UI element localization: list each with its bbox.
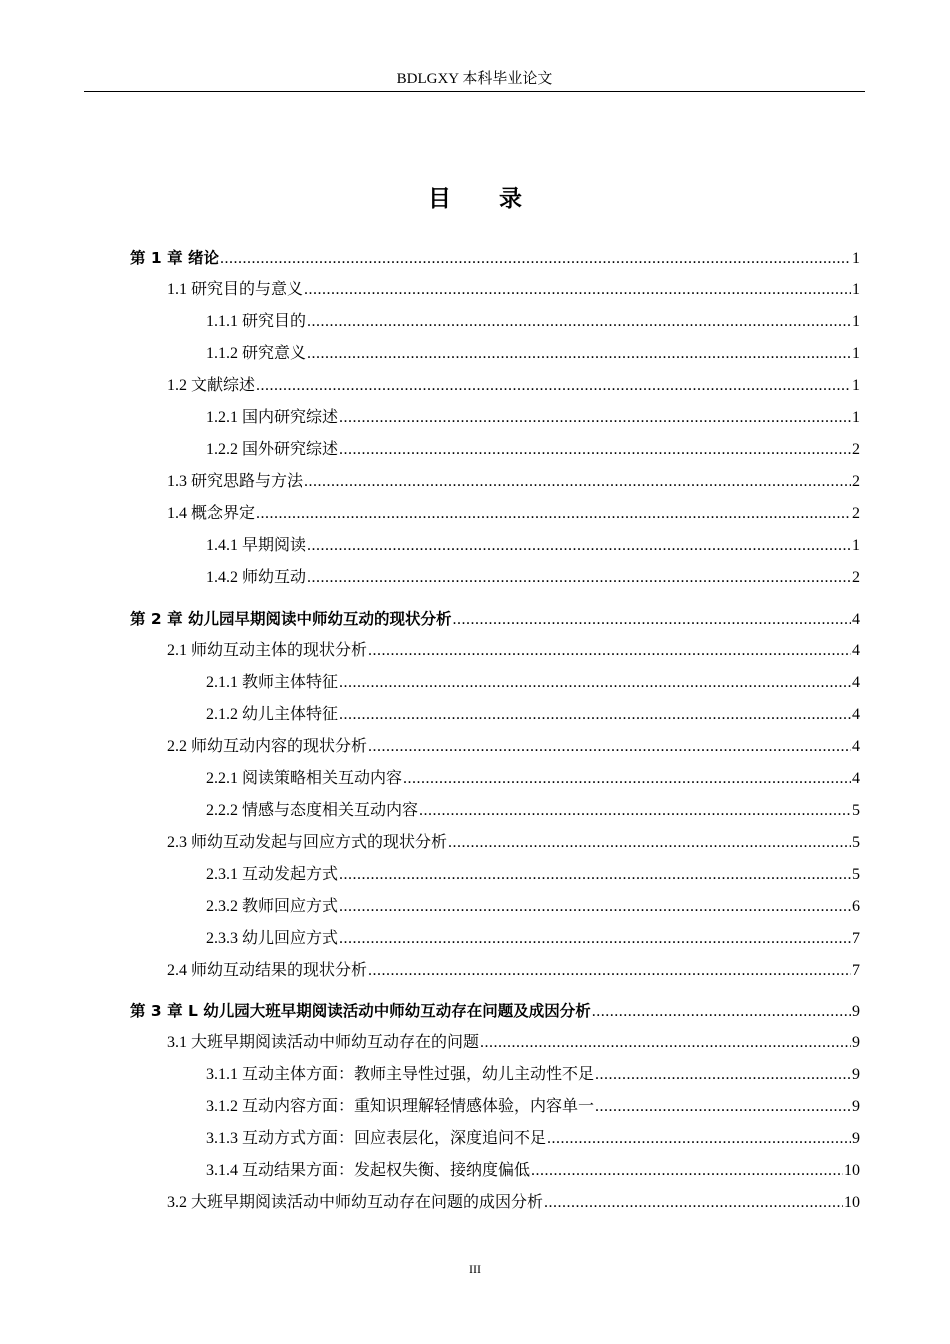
toc-entry[interactable] bbox=[167, 639, 860, 663]
toc-entry[interactable] bbox=[206, 534, 860, 558]
toc-entry-label: 2.3.1 互动发起方式 bbox=[206, 866, 339, 883]
toc-entry-label: 2.3 师幼互动发起与回应方式的现状分析 bbox=[167, 834, 448, 851]
toc-leader-dots bbox=[531, 1159, 843, 1183]
toc-entry[interactable] bbox=[206, 799, 860, 823]
toc-leader-dots bbox=[339, 895, 851, 919]
toc-entry[interactable] bbox=[167, 502, 860, 526]
toc-entry-label: 3.1.3 互动方式方面：回应表层化，深度追问不足 bbox=[206, 1130, 547, 1147]
toc-entry-label: 3.1.4 互动结果方面：发起权失衡、接纳度偏低 bbox=[206, 1162, 531, 1179]
toc-entry-label: 2.1.2 幼儿主体特征 bbox=[206, 706, 339, 723]
toc-entry-page: 1 bbox=[852, 377, 860, 394]
toc-entry-label: 1.2 文献综述 bbox=[167, 377, 256, 394]
toc-leader-dots bbox=[307, 310, 851, 334]
toc-leader-dots bbox=[339, 927, 851, 951]
toc-entry-page: 5 bbox=[852, 834, 860, 851]
toc-entry-page: 9 bbox=[852, 1098, 860, 1115]
toc-entry-page: 4 bbox=[852, 611, 860, 628]
toc-entry-label: 1.3 研究思路与方法 bbox=[167, 473, 304, 490]
toc-leader-dots bbox=[368, 959, 851, 983]
toc-entry-page: 2 bbox=[852, 473, 860, 490]
toc-entry-label: 2.4 师幼互动结果的现状分析 bbox=[167, 962, 368, 979]
toc-leader-dots bbox=[339, 863, 851, 887]
toc-entry-label: 2.3.3 幼儿回应方式 bbox=[206, 930, 339, 947]
toc-entry[interactable] bbox=[167, 470, 860, 494]
toc-leader-dots bbox=[448, 831, 851, 855]
toc-entry-label: 1.4.2 师幼互动 bbox=[206, 569, 307, 586]
toc-entry-label: 1.2.1 国内研究综述 bbox=[206, 409, 339, 426]
toc-entry-page: 2 bbox=[852, 505, 860, 522]
toc-leader-dots bbox=[307, 342, 851, 366]
toc-entry[interactable] bbox=[167, 831, 860, 855]
toc-leader-dots bbox=[592, 1000, 851, 1024]
toc-entry-label: 第 3 章 L 幼儿园大班早期阅读活动中师幼互动存在问题及成因分析 bbox=[130, 1002, 591, 1020]
header-rule bbox=[84, 91, 865, 92]
toc-entry-label: 1.4.1 早期阅读 bbox=[206, 537, 307, 554]
toc-entry[interactable] bbox=[206, 310, 860, 334]
toc-entry[interactable] bbox=[206, 406, 860, 430]
toc-leader-dots bbox=[368, 735, 851, 759]
toc-entry-page: 4 bbox=[852, 674, 860, 691]
toc-entry[interactable] bbox=[206, 438, 860, 462]
toc-entry[interactable] bbox=[206, 566, 860, 590]
toc-entry-page: 7 bbox=[852, 962, 860, 979]
toc-entry[interactable] bbox=[206, 927, 860, 951]
toc-leader-dots bbox=[220, 247, 851, 271]
toc-leader-dots bbox=[307, 534, 851, 558]
toc-leader-dots bbox=[339, 671, 851, 695]
toc-entry[interactable] bbox=[206, 1095, 860, 1119]
toc-entry[interactable] bbox=[206, 671, 860, 695]
toc-entry-label: 3.2 大班早期阅读活动中师幼互动存在问题的成因分析 bbox=[167, 1194, 544, 1211]
toc-entry-page: 4 bbox=[852, 738, 860, 755]
toc-leader-dots bbox=[480, 1031, 851, 1055]
toc-entry[interactable] bbox=[206, 895, 860, 919]
toc-entry[interactable] bbox=[206, 767, 860, 791]
toc-entry-label: 3.1 大班早期阅读活动中师幼互动存在的问题 bbox=[167, 1034, 480, 1051]
toc-chapter-entry[interactable] bbox=[130, 607, 860, 631]
toc-entry-label: 1.2.2 国外研究综述 bbox=[206, 441, 339, 458]
page-header: BDLGXY 本科毕业论文 bbox=[396, 71, 553, 87]
toc-entry-label: 第 1 章 绪论 bbox=[130, 249, 219, 267]
toc-leader-dots bbox=[256, 374, 851, 398]
toc-title: 目 录 bbox=[427, 186, 542, 212]
toc-entry-page: 10 bbox=[844, 1194, 860, 1211]
toc-entry[interactable] bbox=[206, 342, 860, 366]
toc-leader-dots bbox=[403, 767, 851, 791]
toc-leader-dots bbox=[256, 502, 851, 526]
toc-entry-page: 9 bbox=[852, 1003, 860, 1020]
toc-entry-page: 1 bbox=[852, 409, 860, 426]
toc-leader-dots bbox=[547, 1127, 851, 1151]
toc-entry[interactable] bbox=[206, 1063, 860, 1087]
toc-entry[interactable] bbox=[167, 959, 860, 983]
toc-entry-page: 4 bbox=[852, 770, 860, 787]
toc-leader-dots bbox=[304, 278, 851, 302]
toc-entry-label: 2.2.2 情感与态度相关互动内容 bbox=[206, 802, 419, 819]
toc-entry-page: 9 bbox=[852, 1034, 860, 1051]
page-number: III bbox=[469, 1262, 481, 1276]
toc-entry-page: 2 bbox=[852, 441, 860, 458]
toc-entry[interactable] bbox=[167, 735, 860, 759]
toc-leader-dots bbox=[544, 1191, 843, 1215]
toc-leader-dots bbox=[339, 703, 851, 727]
toc-leader-dots bbox=[307, 566, 851, 590]
toc-entry[interactable] bbox=[167, 374, 860, 398]
toc-entry-label: 1.4 概念界定 bbox=[167, 505, 256, 522]
toc-leader-dots bbox=[595, 1095, 851, 1119]
toc-entry-page: 1 bbox=[852, 537, 860, 554]
toc-entry-label: 2.2.1 阅读策略相关互动内容 bbox=[206, 770, 403, 787]
toc-entry-page: 1 bbox=[852, 313, 860, 330]
toc-leader-dots bbox=[595, 1063, 851, 1087]
toc-entry[interactable] bbox=[206, 1127, 860, 1151]
toc-chapter-entry[interactable] bbox=[130, 999, 860, 1023]
toc-entry[interactable] bbox=[206, 1159, 860, 1183]
toc-leader-dots bbox=[339, 406, 851, 430]
toc-entry-page: 4 bbox=[852, 706, 860, 723]
toc-entry-page: 7 bbox=[852, 930, 860, 947]
toc-entry-page: 6 bbox=[852, 898, 860, 915]
toc-leader-dots bbox=[304, 470, 851, 494]
toc-entry-page: 1 bbox=[852, 250, 860, 267]
toc-leader-dots bbox=[419, 799, 851, 823]
toc-entry[interactable] bbox=[167, 1191, 860, 1215]
toc-entry[interactable] bbox=[206, 703, 860, 727]
toc-entry-page: 4 bbox=[852, 642, 860, 659]
toc-entry-page: 5 bbox=[852, 866, 860, 883]
toc-entry-page: 1 bbox=[852, 345, 860, 362]
toc-entry-label: 3.1.1 互动主体方面：教师主导性过强，幼儿主动性不足 bbox=[206, 1066, 595, 1083]
toc-entry-page: 1 bbox=[852, 281, 860, 298]
toc-chapter-entry[interactable] bbox=[130, 246, 860, 270]
toc-entry-page: 9 bbox=[852, 1130, 860, 1147]
toc-entry-page: 10 bbox=[844, 1162, 860, 1179]
toc-leader-dots bbox=[339, 438, 851, 462]
toc-entry[interactable] bbox=[206, 863, 860, 887]
toc-entry-label: 1.1 研究目的与意义 bbox=[167, 281, 304, 298]
toc-leader-dots bbox=[452, 608, 851, 632]
toc-entry[interactable] bbox=[167, 278, 860, 302]
toc-entry-label: 第 2 章 幼儿园早期阅读中师幼互动的现状分析 bbox=[130, 610, 452, 628]
toc-entry-page: 5 bbox=[852, 802, 860, 819]
toc-entry-label: 2.2 师幼互动内容的现状分析 bbox=[167, 738, 368, 755]
toc-entry-label: 1.1.2 研究意义 bbox=[206, 345, 307, 362]
toc-entry-label: 3.1.2 互动内容方面：重知识理解轻情感体验，内容单一 bbox=[206, 1098, 595, 1115]
toc-entry-label: 2.1.1 教师主体特征 bbox=[206, 674, 339, 691]
toc-entry-label: 2.3.2 教师回应方式 bbox=[206, 898, 339, 915]
toc-entry[interactable] bbox=[167, 1031, 860, 1055]
toc-entry-label: 1.1.1 研究目的 bbox=[206, 313, 307, 330]
toc-entry-label: 2.1 师幼互动主体的现状分析 bbox=[167, 642, 368, 659]
toc-entry-page: 9 bbox=[852, 1066, 860, 1083]
toc-entry-page: 2 bbox=[852, 569, 860, 586]
toc-leader-dots bbox=[368, 639, 851, 663]
